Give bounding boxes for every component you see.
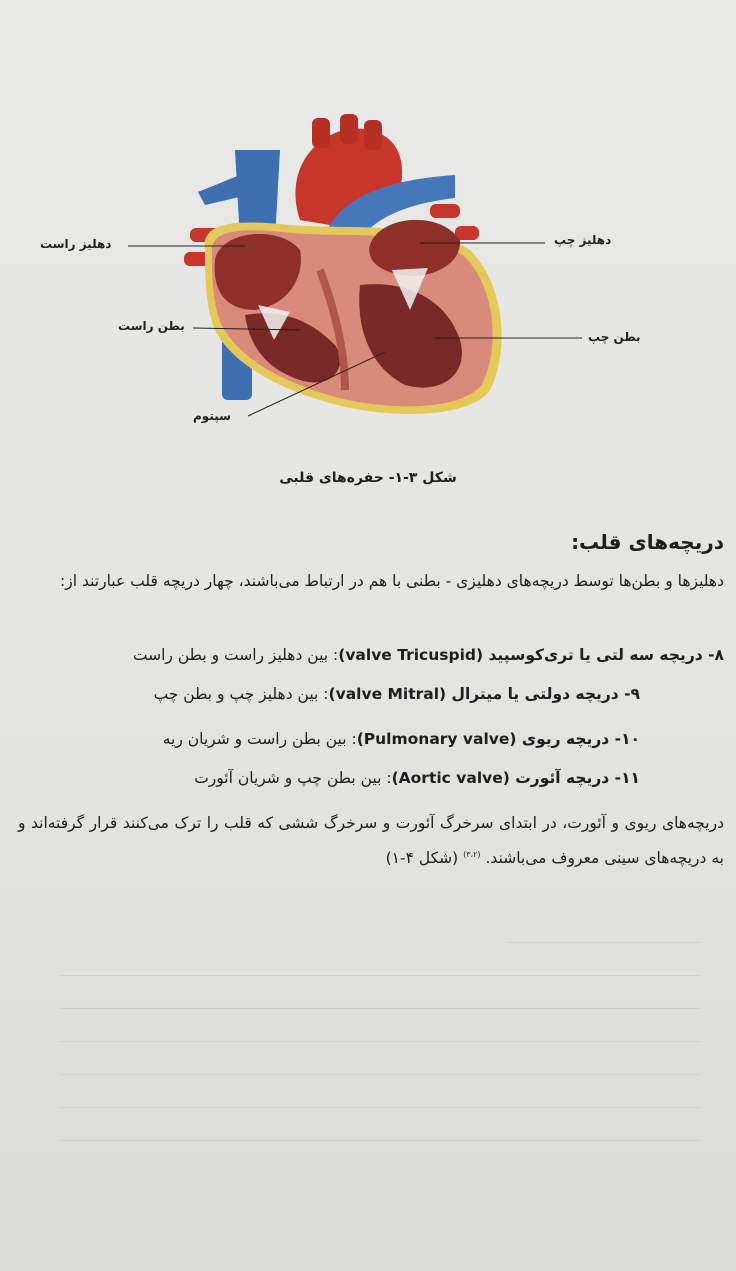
label-left-ventricle: بطن چپ xyxy=(588,330,641,344)
item-desc: : بین دهلیز راست و بطن راست xyxy=(132,646,339,664)
item-title: ۱۰- دریچه ریوی (Pulmonary valve) xyxy=(356,730,640,748)
heart-illustration xyxy=(0,100,736,450)
figure-caption: شکل ۳-۱- حفره‌های قلبی xyxy=(279,470,457,486)
aortic-branch-2 xyxy=(340,114,358,144)
intro-paragraph: دهلیزها و بطن‌ها توسط دریچه‌های دهلیزی - بطنی با هم در ارتباط می‌باشند، چهار دریچه قلب عبارتند از: xyxy=(60,572,724,590)
list-item xyxy=(0,724,640,754)
reference-superscript: (۳،۲) xyxy=(463,850,481,859)
item-title: ۱۱- دریچه آئورت (Aortic valve) xyxy=(391,769,640,787)
pulmonary-vein-1 xyxy=(430,204,460,218)
figure-reference: (شکل ۴-۱) xyxy=(385,849,464,868)
section-heading: دریچه‌های قلب: xyxy=(571,530,724,554)
item-desc: : بین بطن راست و شریان ریه xyxy=(162,730,357,748)
item-desc: : بین بطن چپ و شریان آئورت xyxy=(194,769,392,787)
label-septum: سپتوم xyxy=(193,409,231,423)
item-desc: : بین دهلیز چپ و بطن چپ xyxy=(153,685,329,703)
item-title: ۸- دریچه سه لتی یا تری‌کوسپید (valve Tricuspid) xyxy=(338,646,724,664)
aortic-branch-3 xyxy=(364,120,382,150)
label-right-ventricle: بطن راست xyxy=(118,319,185,333)
label-right-atrium: دهلیز راست xyxy=(40,237,112,251)
aortic-branch-1 xyxy=(312,118,330,148)
closing-paragraph xyxy=(18,808,724,874)
list-item xyxy=(0,679,640,709)
pulmonary-vein-2 xyxy=(455,226,479,240)
label-left-atrium: دهلیز چپ xyxy=(554,233,612,247)
heart-diagram xyxy=(0,100,736,450)
list-item xyxy=(0,763,640,793)
item-title: ۹- دریچه دولتی یا میترال (valve Mitral) xyxy=(328,685,640,703)
bleed-through-text xyxy=(60,910,700,1200)
list-item xyxy=(18,640,724,670)
closing-text: دریچه‌های ریوی و آئورت، در ابتدای سرخرگ آئورت و سرخرگ ششی که قلب را ترک می‌کنند قرار گرفته‌اند و به دریچه‌های سینی معروف می‌باشند. xyxy=(18,814,724,868)
